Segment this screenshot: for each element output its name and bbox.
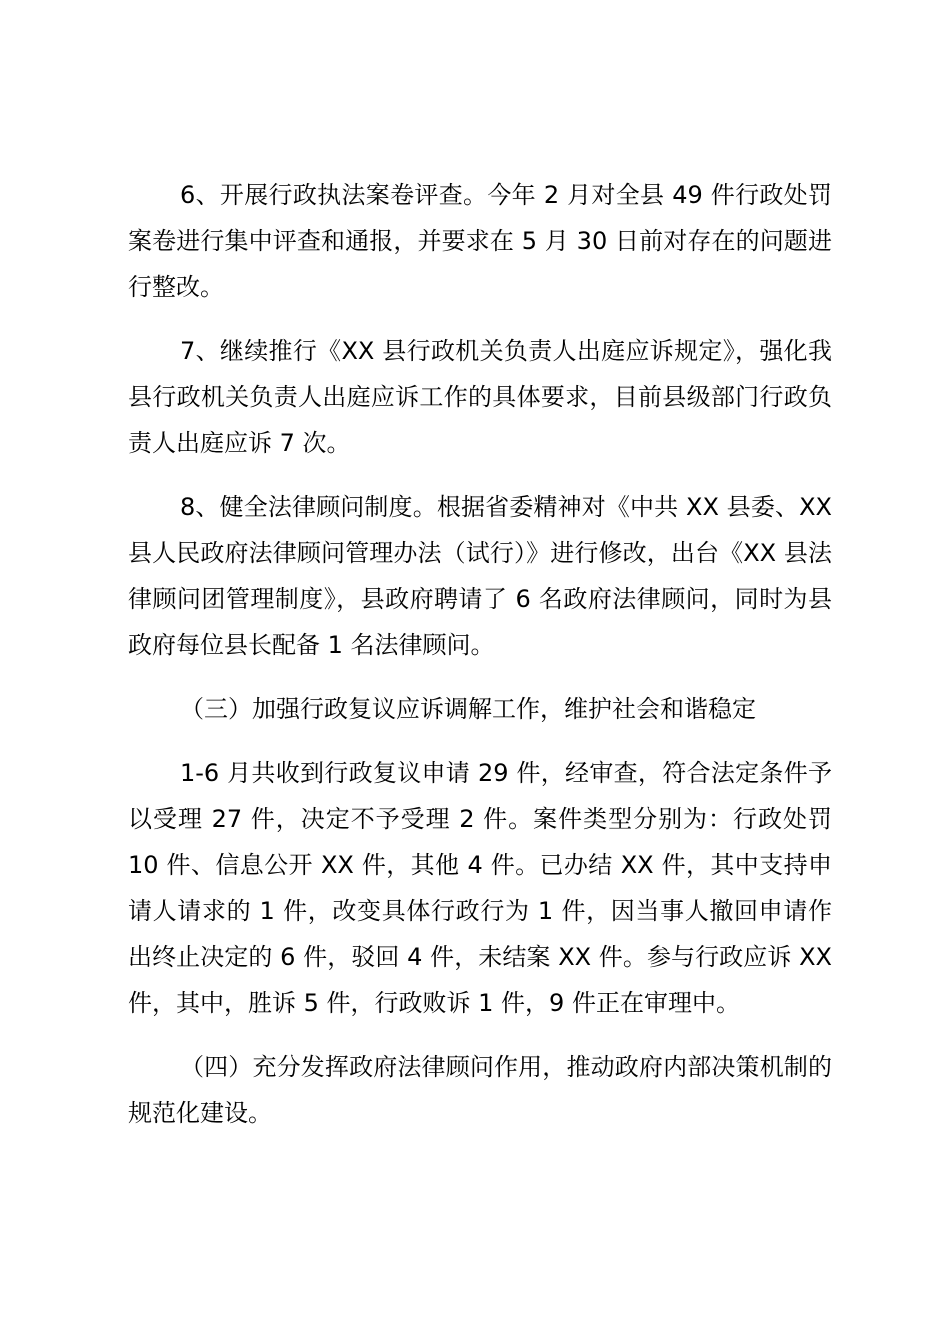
section-heading-3: （三）加强行政复议应诉调解工作，维护社会和谐稳定: [180, 695, 756, 723]
paragraph-item-7: 7、继续推行《XX 县行政机关负责人出庭应诉规定》，强化我县行政机关负责人出庭应诉工作的具体要求，目前县级部门行政负责人出庭应诉 7 次。: [128, 337, 832, 457]
document-body: [128, 172, 832, 1154]
paragraph-item-6: 6、开展行政执法案卷评查。今年 2 月对全县 49 件行政处罚案卷进行集中评查和通报，并要求在 5 月 30 日前对存在的问题进行整改。: [128, 181, 832, 301]
section-heading-4: （四）充分发挥政府法律顾问作用，推动政府内部决策机制的规范化建设。: [128, 1053, 832, 1127]
paragraph-review-statistics: 1-6 月共收到行政复议申请 29 件，经审查，符合法定条件予以受理 27 件，决定不予受理 2 件。案件类型分别为：行政处罚 10 件、信息公开 XX 件，其他 4 件。已办结 XX 件，其中支持申请人请求的 1 件，改变具体行政行为 1 件，因当事人撤回申请作出终止决定的 6 件，驳回 4 件，未结案 XX 件。参与行政应诉 XX 件，其中，胜诉 5 件，行政败诉 1 件，9 件正在审理中。: [128, 759, 832, 1017]
paragraph-item-8: 8、健全法律顾问制度。根据省委精神对《中共 XX 县委、XX 县人民政府法律顾问管理办法（试行）》进行修改，出台《XX 县法律顾问团管理制度》，县政府聘请了 6 名政府法律顾问，同时为县政府每位县长配备 1 名法律顾问。: [128, 493, 832, 659]
